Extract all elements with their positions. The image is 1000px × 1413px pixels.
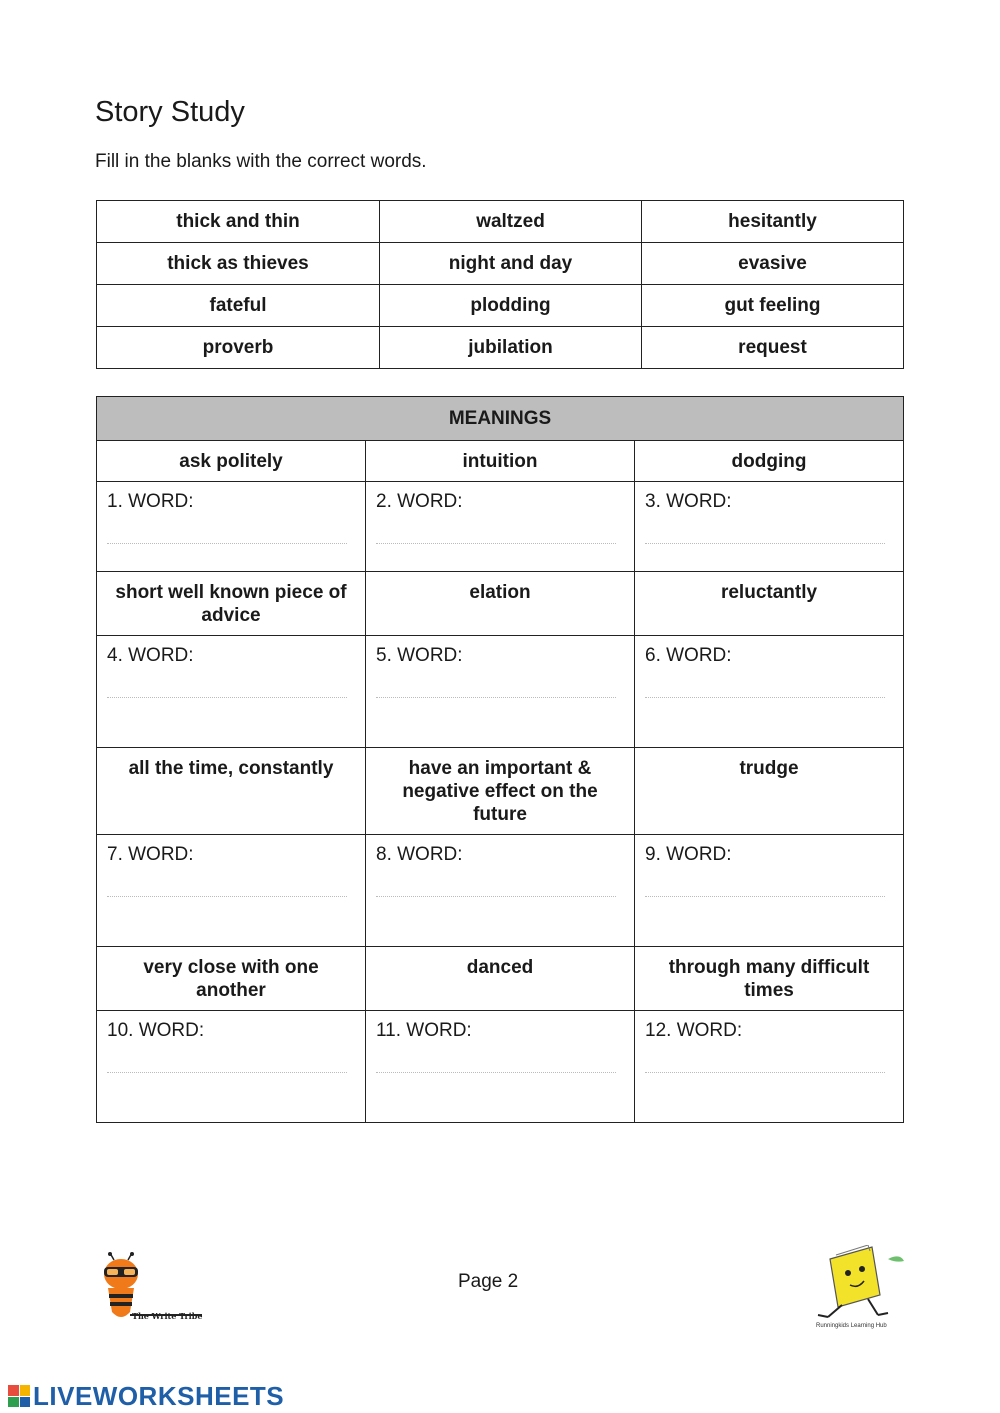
word-bank-cell: request [642,327,904,369]
answer-input-10[interactable] [107,1050,347,1073]
word-bank-cell: thick and thin [97,201,380,243]
definition-cell: intuition [366,441,635,482]
word-bank-row [97,327,904,369]
answer-cell [97,835,366,947]
definition-row [97,947,904,1011]
word-bank-cell: proverb [97,327,380,369]
word-bank-row [97,243,904,285]
answer-label: 12. WORD: [645,1020,743,1041]
answer-row [97,835,904,947]
answer-label: 6. WORD: [645,645,732,666]
definition-cell: short well known piece of advice [97,572,366,636]
answer-input-2[interactable] [376,521,616,544]
definition-cell: elation [366,572,635,636]
definition-cell: dodging [635,441,904,482]
answer-cell [635,482,904,572]
liveworksheets-brand [8,1382,284,1410]
answer-cell [366,636,635,748]
answer-label: 3. WORD: [645,491,732,512]
answer-input-9[interactable] [645,874,885,897]
definition-cell: all the time, constantly [97,748,366,835]
runningkids-logo [810,1245,910,1340]
answer-input-1[interactable] [107,521,347,544]
answer-input-12[interactable] [645,1050,885,1073]
answer-input-3[interactable] [645,521,885,544]
word-bank-row [97,201,904,243]
answer-cell [635,636,904,748]
answer-input-7[interactable] [107,874,347,897]
answer-cell [97,636,366,748]
definition-cell: have an important & negative effect on the future [366,748,635,835]
page-number: Page 2 [458,1271,519,1292]
answer-label: 2. WORD: [376,491,463,512]
word-bank-cell: evasive [642,243,904,285]
definition-cell: ask politely [97,441,366,482]
word-bank-cell: plodding [380,285,642,327]
answer-row [97,636,904,748]
page-title: Story Study [95,96,245,128]
word-bank-cell: waltzed [380,201,642,243]
definition-cell: through many difficult times [635,947,904,1011]
word-bank-row [97,285,904,327]
answer-cell [366,1011,635,1123]
word-bank-cell: fateful [97,285,380,327]
brand-blocks-icon [8,1385,30,1407]
word-bank-cell: jubilation [380,327,642,369]
word-bank-cell: thick as thieves [97,243,380,285]
answer-label: 5. WORD: [376,645,463,666]
meanings-heading: MEANINGS [97,397,904,441]
answer-input-6[interactable] [645,675,885,698]
definition-cell: very close with one another [97,947,366,1011]
answer-cell [635,835,904,947]
answer-input-4[interactable] [107,675,347,698]
runningkids-caption: Runningkids Learning Hub [816,1323,887,1329]
word-bank-table [96,200,904,369]
meanings-table [96,396,904,1123]
answer-label: 4. WORD: [107,645,194,666]
answer-label: 8. WORD: [376,844,463,865]
meanings-header-row [97,397,904,441]
answer-label: 1. WORD: [107,491,194,512]
answer-cell [97,482,366,572]
definition-row [97,441,904,482]
definition-cell: danced [366,947,635,1011]
answer-input-8[interactable] [376,874,616,897]
answer-cell [366,835,635,947]
answer-label: 7. WORD: [107,844,194,865]
definition-cell: reluctantly [635,572,904,636]
answer-row [97,1011,904,1123]
definition-row [97,748,904,835]
instructions: Fill in the blanks with the correct words. [95,151,427,172]
definition-cell: trudge [635,748,904,835]
answer-cell [97,1011,366,1123]
write-tribe-logo [100,1252,210,1327]
answer-input-11[interactable] [376,1050,616,1073]
word-bank-cell: night and day [380,243,642,285]
brand-text: LIVEWORKSHEETS [33,1380,285,1411]
answer-label: 11. WORD: [376,1020,472,1041]
answer-label: 10. WORD: [107,1020,205,1041]
answer-input-5[interactable] [376,675,616,698]
word-bank-cell: hesitantly [642,201,904,243]
definition-row [97,572,904,636]
answer-cell [635,1011,904,1123]
word-bank-cell: gut feeling [642,285,904,327]
answer-label: 9. WORD: [645,844,732,865]
answer-cell [366,482,635,572]
answer-row [97,482,904,572]
write-tribe-caption: The Write Tribe [132,1311,203,1321]
